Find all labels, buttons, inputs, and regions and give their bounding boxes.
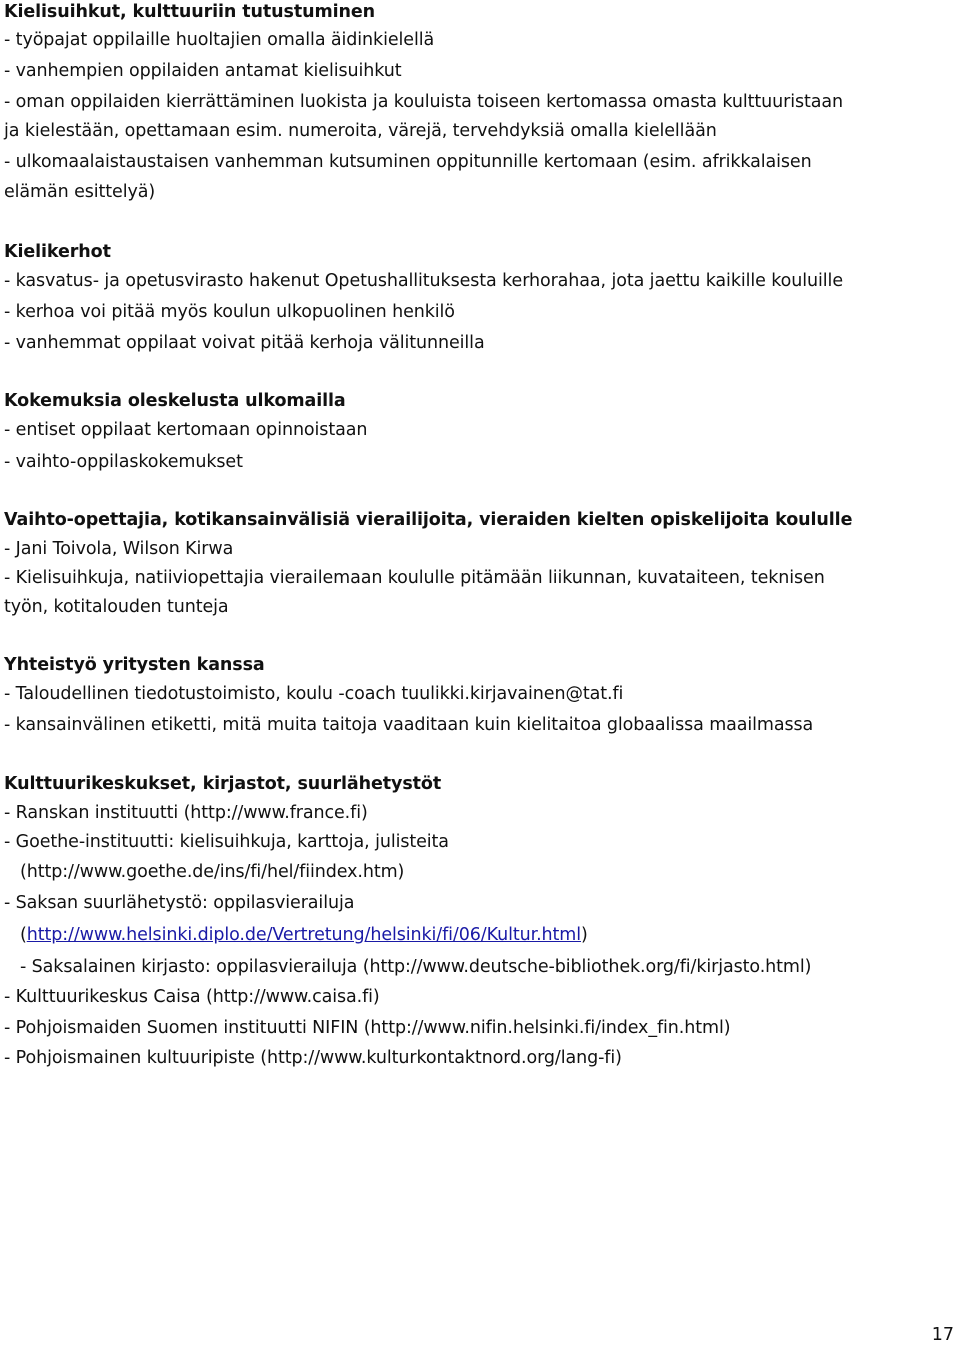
- page-number: 17: [931, 1325, 954, 1345]
- list-item: - Taloudellinen tiedotustoimisto, koulu -coach tuulikki.kirjavainen@tat.fi: [4, 684, 624, 704]
- list-item-continuation: ja kielestään, opettamaan esim. numeroita, värejä, tervehdyksiä omalla kielellään: [4, 121, 717, 141]
- list-item: - Kulttuurikeskus Caisa (http://www.caisa.fi): [4, 987, 380, 1007]
- list-item: - kasvatus- ja opetusvirasto hakenut Opetushallituksesta kerhorahaa, jota jaettu kaikille kouluille: [4, 271, 843, 291]
- paren-open: (: [20, 925, 27, 945]
- list-item: - Ranskan instituutti (http://www.france.fi): [4, 803, 368, 823]
- section-heading: Kielikerhot: [4, 242, 111, 262]
- list-item: - ulkomaalaistaustaisen vanhemman kutsuminen oppitunnille kertomaan (esim. afrikkalaisen: [4, 152, 812, 172]
- list-item: - Goethe-instituutti: kielisuihkuja, karttoja, julisteita: [4, 832, 449, 852]
- list-item: - kansainvälinen etiketti, mitä muita taitoja vaaditaan kuin kielitaitoa globaalissa maailmassa: [4, 715, 814, 735]
- section-heading: Kulttuurikeskukset, kirjastot, suurlähetystöt: [4, 774, 442, 794]
- list-item: - oman oppilaiden kierrättäminen luokista ja kouluista toiseen kertomassa omasta kulttuuristaan: [4, 92, 844, 112]
- paren-close: ): [581, 925, 588, 945]
- embassy-link[interactable]: http://www.helsinki.diplo.de/Vertretung/helsinki/fi/06/Kultur.html: [26, 925, 582, 945]
- section-heading: Kielisuihkut, kulttuuriin tutustuminen: [4, 2, 375, 22]
- section-heading: Vaihto-opettajia, kotikansainvälisiä vierailijoita, vieraiden kielten opiskelijoita koululle: [4, 510, 853, 530]
- list-item-continuation: (http://www.goethe.de/ins/fi/hel/fiindex.htm): [20, 862, 405, 882]
- link-line: [20, 923, 588, 947]
- list-item: - entiset oppilaat kertomaan opinnoistaan: [4, 420, 368, 440]
- list-item-continuation: työn, kotitalouden tunteja: [4, 597, 229, 617]
- list-item: - Pohjoismainen kultuuripiste (http://www.kulturkontaktnord.org/lang-fi): [4, 1048, 622, 1068]
- section-heading: Yhteistyö yritysten kanssa: [4, 655, 265, 675]
- list-item: - Jani Toivola, Wilson Kirwa: [4, 539, 234, 559]
- list-item: - vaihto-oppilaskokemukset: [4, 452, 243, 472]
- list-item-continuation: elämän esittelyä): [4, 182, 156, 202]
- section-heading: Kokemuksia oleskelusta ulkomailla: [4, 391, 346, 411]
- list-item: - vanhemmat oppilaat voivat pitää kerhoja välitunneilla: [4, 333, 485, 353]
- list-item: - Kielisuihkuja, natiiviopettajia vierailemaan koululle pitämään liikunnan, kuvataiteen, teknisen: [4, 568, 825, 588]
- list-item: - Pohjoismaiden Suomen instituutti NIFIN (http://www.nifin.helsinki.fi/index_fin.html): [4, 1018, 731, 1038]
- list-item: - työpajat oppilaille huoltajien omalla äidinkielellä: [4, 30, 435, 50]
- list-item: - Saksan suurlähetystö: oppilasvierailuja: [4, 893, 355, 913]
- list-item: - Saksalainen kirjasto: oppilasvierailuja (http://www.deutsche-bibliothek.org/fi/kirjasto.html): [20, 957, 812, 977]
- list-item: - kerhoa voi pitää myös koulun ulkopuolinen henkilö: [4, 302, 455, 322]
- list-item: - vanhempien oppilaiden antamat kielisuihkut: [4, 61, 402, 81]
